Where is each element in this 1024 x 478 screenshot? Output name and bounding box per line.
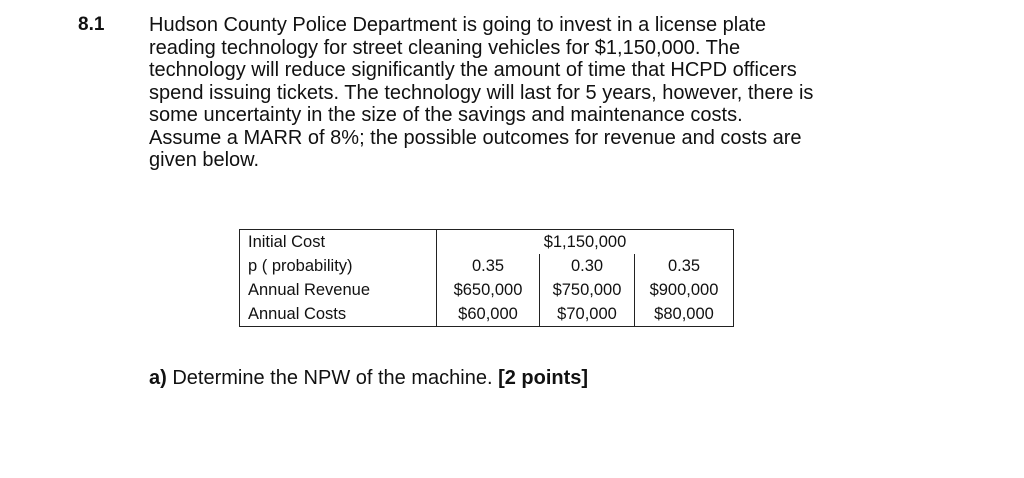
row-label-probability: p ( probability) — [240, 254, 437, 278]
problem-line: Assume a MARR of 8%; the possible outcomes for revenue and costs are — [149, 126, 802, 149]
question-points: [2 points] — [498, 367, 589, 389]
probability-value: 0.35 — [437, 254, 540, 278]
question-a — [149, 366, 588, 390]
annual-revenue-value: $900,000 — [635, 278, 734, 302]
problem-line: technology will reduce significantly the amount of time that HCPD officers — [149, 59, 797, 81]
problem-line: Hudson County Police Department is going to invest in a license plate — [149, 14, 767, 36]
problem-line: spend issuing tickets. The technology will last for 5 years, however, there is — [149, 81, 814, 104]
probability-value: 0.30 — [540, 254, 635, 278]
probability-value: 0.35 — [635, 254, 734, 278]
row-label-annual-costs: Annual Costs — [240, 302, 437, 327]
row-label-annual-revenue: Annual Revenue — [240, 278, 437, 302]
table-row-probability — [240, 254, 734, 278]
problem-number: 8.1 — [78, 14, 105, 35]
annual-costs-value: $70,000 — [540, 302, 635, 327]
problem-line: given below. — [149, 149, 260, 171]
table-row-annual-revenue — [240, 278, 734, 302]
outcomes-table — [239, 229, 734, 327]
question-text: Determine the NPW of the machine. — [172, 367, 493, 389]
problem-statement — [149, 14, 1009, 172]
annual-costs-value: $60,000 — [437, 302, 540, 327]
row-label-initial-cost: Initial Cost — [240, 230, 437, 255]
annual-costs-value: $80,000 — [635, 302, 734, 327]
annual-revenue-value: $650,000 — [437, 278, 540, 302]
initial-cost-value: $1,150,000 — [437, 230, 734, 255]
table-row-initial-cost — [240, 230, 734, 255]
table-row-annual-costs — [240, 302, 734, 327]
problem-line: reading technology for street cleaning vehicles for $1,150,000. The — [149, 36, 741, 59]
question-label: a) — [149, 367, 167, 389]
problem-line: some uncertainty in the size of the savings and maintenance costs. — [149, 104, 743, 126]
annual-revenue-value: $750,000 — [540, 278, 635, 302]
